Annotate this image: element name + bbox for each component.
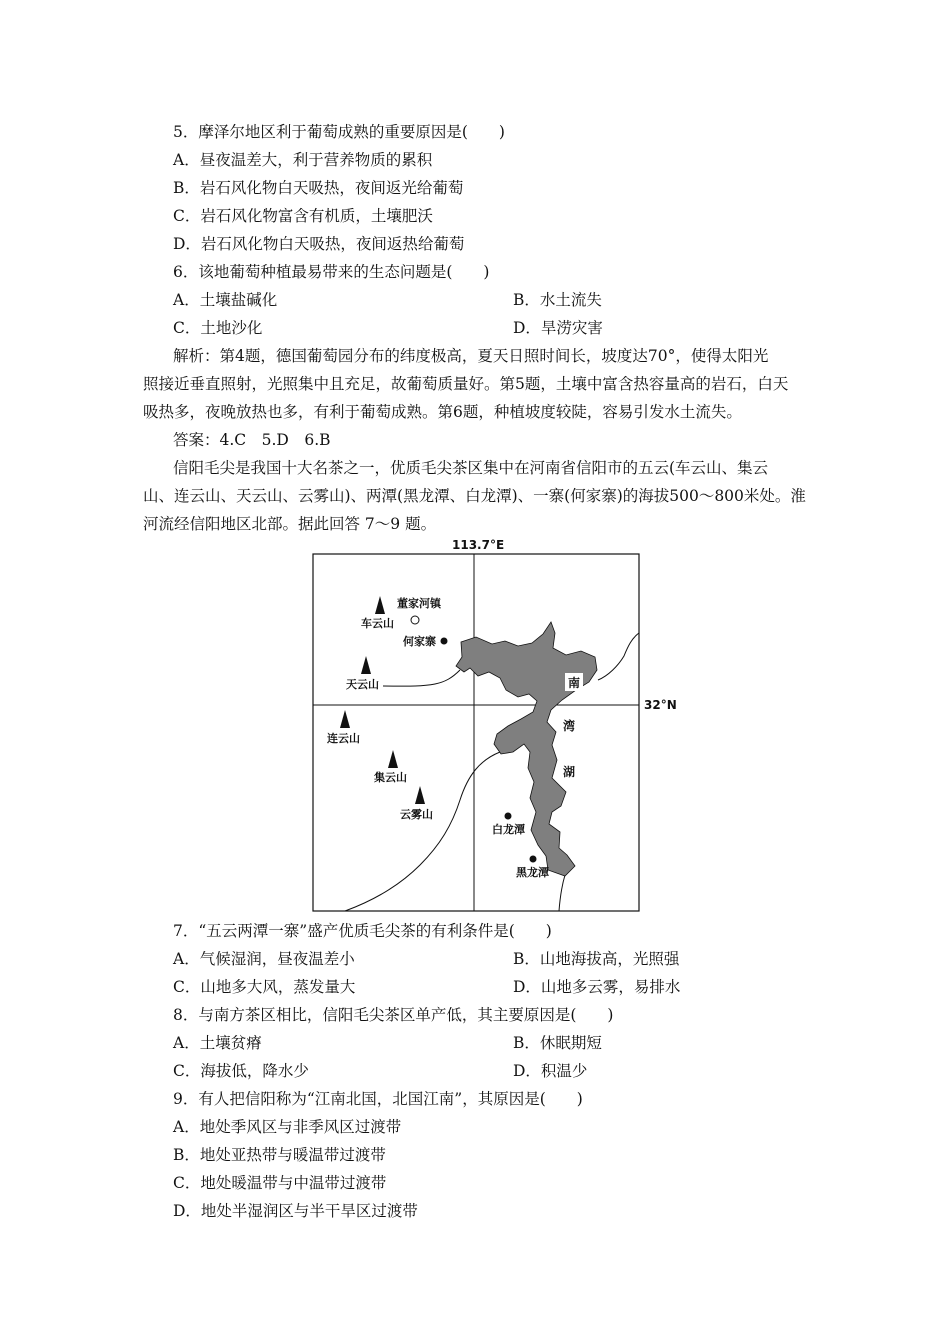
q6-stem: 6．该地葡萄种植最易带来的生态问题是( )	[173, 263, 490, 281]
river-northeast	[598, 633, 639, 680]
label-tianyunshan: 天云山	[346, 678, 379, 691]
q5-option-c: C．岩石风化物富含有机质，土壤肥沃	[173, 207, 433, 225]
q5-option-d: D．岩石风化物白天吸热，夜间返热给葡萄	[173, 235, 465, 253]
q8-option-c: C．海拔低，降水少	[173, 1062, 309, 1080]
q5-option-a: A．昼夜温差大，利于营养物质的累积	[173, 151, 433, 169]
river-south	[559, 875, 565, 911]
river-tianyun	[383, 670, 460, 686]
label-hejiazhai: 何家寨	[403, 635, 436, 648]
q7-option-a: A．气候湿润，昼夜温差小	[173, 950, 355, 968]
map-frame	[313, 554, 639, 911]
q9-option-d: D．地处半湿润区与半干旱区过渡带	[173, 1202, 418, 1220]
q5-stem: 5．摩泽尔地区利于葡萄成熟的重要原因是( )	[173, 123, 505, 141]
q8-option-d: D．积温少	[513, 1062, 588, 1080]
lake-char-1: 南	[568, 676, 581, 690]
q9-stem: 9．有人把信阳称为“江南北国，北国江南”，其原因是( )	[173, 1090, 583, 1108]
label-heilongtan: 黑龙潭	[516, 866, 549, 879]
lake-char-3: 湖	[563, 765, 576, 779]
q9-option-b: B．地处亚热带与暖温带过渡带	[173, 1146, 386, 1164]
label-lianyunshan: 连云山	[327, 732, 360, 745]
label-dongjiahe: 董家河镇	[397, 597, 441, 610]
intro-line-1: 信阳毛尖是我国十大名茶之一，优质毛尖茶区集中在河南省信阳市的五云(车云山、集云	[173, 459, 769, 477]
q8-option-b: B．休眠期短	[513, 1034, 602, 1052]
longitude-label: 113.7°E	[452, 538, 505, 552]
q7-option-d: D．山地多云雾，易排水	[513, 978, 681, 996]
mountain-icon-jiyunshan	[388, 750, 398, 768]
answer-line: 答案：4.C 5.D 6.B	[173, 431, 331, 449]
nanwan-lake	[456, 622, 597, 876]
q7-stem: 7．“五云两潭一寨”盛产优质毛尖茶的有利条件是( )	[173, 922, 552, 940]
mountain-icon-yunwushan	[415, 786, 425, 804]
label-cheyunshan: 车云山	[361, 617, 394, 630]
analysis-line-2: 照接近垂直照射，光照集中且充足，故葡萄质量好。第5题，土壤中富含热容量高的岩石，白天	[143, 375, 789, 393]
analysis-line-1: 解析：第4题，德国葡萄园分布的纬度极高，夏天日照时间长，坡度达70°，使得太阳光	[173, 347, 769, 365]
q7-option-b: B．山地海拔高，光照强	[513, 950, 680, 968]
q6-option-a: A．土壤盐碱化	[173, 291, 278, 309]
q8-stem: 8．与南方茶区相比，信阳毛尖茶区单产低，其主要原因是( )	[173, 1006, 614, 1024]
mountain-icon-cheyunshan	[375, 596, 385, 614]
q5-option-b: B．岩石风化物白天吸热，夜间返光给葡萄	[173, 179, 464, 197]
lake-char-2: 湾	[563, 719, 576, 733]
label-jiyunshan: 集云山	[374, 771, 407, 784]
town-icon-dongjiahe	[411, 616, 419, 624]
mountain-icon-lianyunshan	[340, 710, 350, 728]
q6-option-b: B．水土流失	[513, 291, 602, 309]
point-icon-heilongtan	[530, 856, 537, 863]
q7-option-c: C．山地多大风，蒸发量大	[173, 978, 356, 996]
q6-option-d: D．旱涝灾害	[513, 319, 603, 337]
latitude-label: 32°N	[644, 698, 677, 712]
mountain-icon-tianyunshan	[361, 656, 371, 674]
label-yunwushan: 云雾山	[400, 808, 433, 821]
analysis-line-3: 吸热多，夜晚放热也多，有利于葡萄成熟。第6题，种植坡度较陡，容易引发水土流失。	[143, 403, 742, 421]
q8-option-a: A．土壤贫瘠	[173, 1034, 262, 1052]
intro-line-3: 河流经信阳地区北部。据此回答 7～9 题。	[143, 515, 437, 533]
point-icon-hejiazhai	[441, 638, 448, 645]
river-southwest	[345, 752, 500, 911]
intro-line-2: 山、连云山、天云山、云雾山)、两潭(黑龙潭、白龙潭)、一寨(何家寨)的海拔500～800米处。淮	[143, 487, 806, 505]
point-icon-bailongtan	[505, 813, 512, 820]
label-bailongtan: 白龙潭	[492, 823, 525, 836]
q9-option-c: C．地处暖温带与中温带过渡带	[173, 1174, 387, 1192]
q9-option-a: A．地处季风区与非季风区过渡带	[173, 1118, 402, 1136]
q6-option-c: C．土地沙化	[173, 319, 263, 337]
